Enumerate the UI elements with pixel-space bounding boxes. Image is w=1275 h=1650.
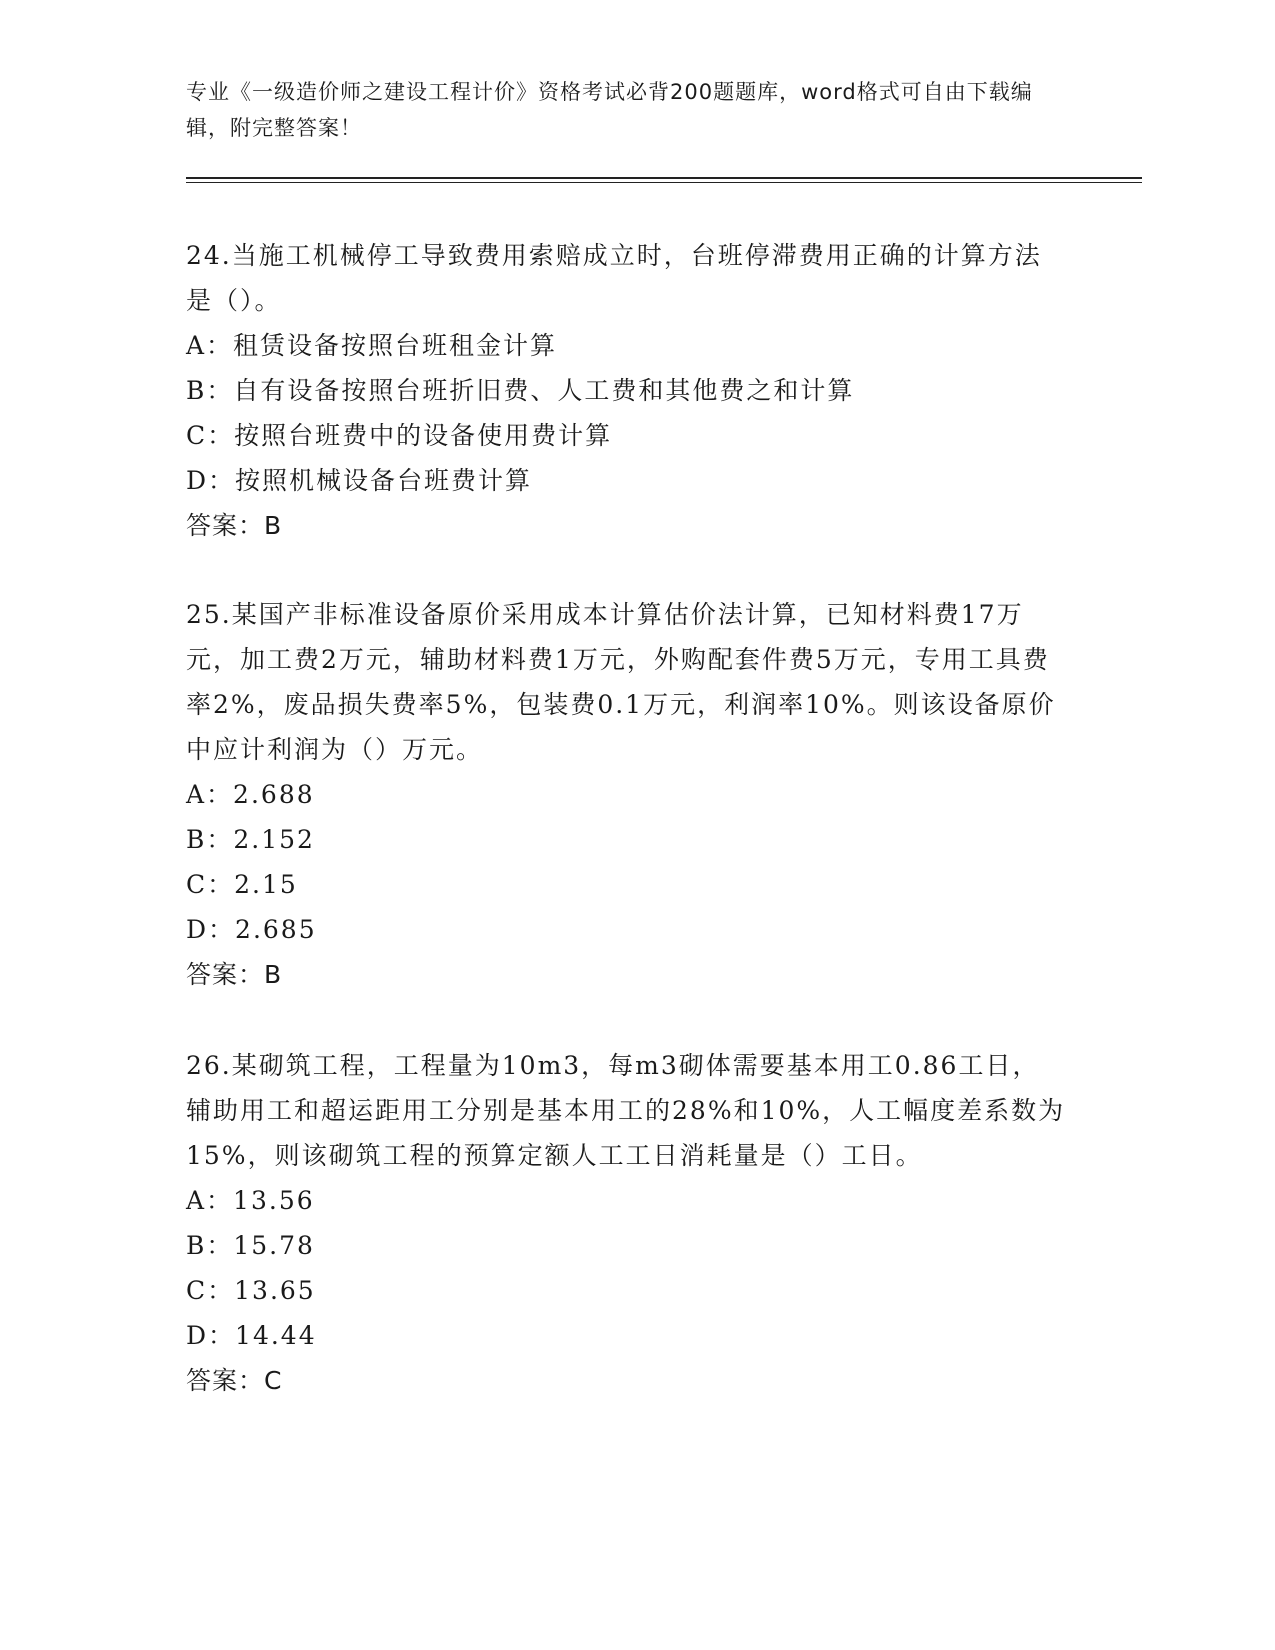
option-c: C：按照台班费中的设备使用费计算	[186, 421, 613, 450]
question-text: 26.某砌筑工程，工程量为10m3，每m3砌体需要基本用工0.86工日，辅助用工和超运距用工分别是基本用工的28%和10%，人工幅度差系数为15%，则该砌筑工程的预算定额人工工日消耗量是（）工日。	[186, 1051, 1066, 1170]
question-text: 24.当施工机械停工导致费用索赔成立时，台班停滞费用正确的计算方法是（）。	[186, 241, 1042, 315]
option-d: D：2.685	[186, 915, 317, 944]
option-a: A：2.688	[186, 780, 315, 809]
option-b: B：自有设备按照台班折旧费、人工费和其他费之和计算	[186, 376, 855, 405]
answer-line: 答案：B	[186, 960, 283, 989]
option-d: D：按照机械设备台班费计算	[186, 466, 533, 495]
question-block	[186, 233, 1066, 548]
document-header: 专业《一级造价师之建设工程计价》资格考试必背200题题库，word格式可自由下载编辑，附完整答案！	[186, 80, 1033, 140]
option-b: B：2.152	[186, 825, 315, 854]
answer-line: 答案：B	[186, 511, 283, 540]
question-block	[186, 1043, 1066, 1403]
question-block	[186, 592, 1066, 997]
option-a: A：13.56	[186, 1186, 315, 1215]
option-b: B：15.78	[186, 1231, 315, 1260]
answer-line: 答案：C	[186, 1366, 283, 1395]
option-d: D：14.44	[186, 1321, 317, 1350]
option-a: A：租赁设备按照台班租金计算	[186, 331, 558, 360]
question-text: 25.某国产非标准设备原价采用成本计算估价法计算，已知材料费17万元，加工费2万元，辅助材料费1万元，外购配套件费5万元，专用工具费率2%，废品损失费率5%，包装费0.1万元，利润率10%。则该设备原价中应计利润为（）万元。	[186, 600, 1056, 764]
option-c: C：2.15	[186, 870, 298, 899]
header-divider-thin	[186, 182, 1142, 183]
header-divider-thick	[186, 177, 1142, 179]
option-c: C：13.65	[186, 1276, 316, 1305]
